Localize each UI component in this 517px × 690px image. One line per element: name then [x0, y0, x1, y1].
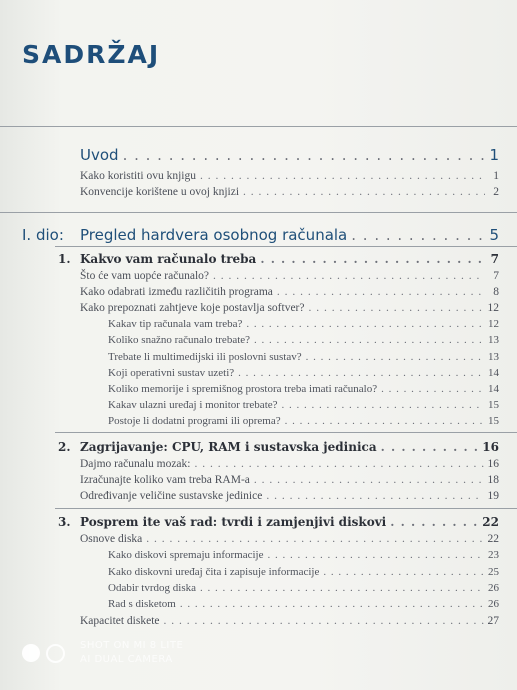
toc-entry-label: Uvod [80, 146, 119, 164]
toc-entry-label: Odabir tvrdog diska [108, 581, 196, 594]
toc-entry-label: Kakav tip računala vam treba? [108, 318, 243, 331]
toc-entry-page: 16 [482, 440, 499, 454]
toc-entry-page: 23 [488, 549, 499, 562]
toc-entry-label: Kako koristiti ovu knjigu [80, 170, 196, 182]
toc-entry-page: 27 [487, 614, 499, 627]
leader-dots [213, 270, 485, 282]
divider [0, 212, 517, 213]
toc-entry-page: 18 [487, 474, 499, 486]
toc-entry-label: Koji operativni sustav uzeti? [108, 366, 235, 379]
toc-entry[interactable] [108, 598, 499, 610]
leader-dots [123, 146, 485, 164]
toc-entry-label: Rad s disketom [108, 598, 176, 611]
toc-entry-page: 26 [488, 581, 499, 594]
leader-dots [351, 226, 485, 244]
leader-dots [277, 286, 485, 298]
leader-dots [180, 598, 484, 610]
leader-dots [254, 334, 484, 346]
toc-entry-label: Zagrijavanje: CPU, RAM i sustavska jedinica [80, 440, 377, 454]
toc-entry-label: Dajmo računalu mozak: [80, 458, 191, 470]
toc-entry[interactable] [80, 270, 499, 282]
toc-chapter[interactable] [58, 252, 499, 266]
toc-entry-label: Trebate li multimedijski ili poslovni sustav? [108, 350, 302, 363]
toc-entry-page: 14 [488, 382, 499, 395]
toc-entry-label: Kako diskovi spremaju informacije [108, 549, 264, 562]
watermark-line: SHOT ON MI 8 LITE [80, 640, 184, 651]
toc-entry[interactable] [108, 334, 499, 346]
toc-entry-page: 1 [493, 170, 499, 182]
toc-entry[interactable] [108, 415, 499, 427]
toc-entry[interactable] [80, 286, 499, 298]
toc-entry-page: 25 [488, 565, 499, 578]
toc-entry-page: 8 [493, 286, 499, 299]
toc-entry-page: 12 [487, 302, 499, 315]
divider [55, 432, 517, 433]
divider [55, 508, 517, 509]
toc-chapter[interactable] [58, 440, 499, 454]
toc-entry-label: Kako diskovni uređaj čita i zapisuje informacije [108, 565, 320, 578]
toc-entry-label: Kakvo vam računalo treba [80, 252, 257, 266]
toc-entry-page: 22 [482, 515, 499, 529]
leader-dots [246, 318, 484, 330]
toc-entry-label: Određivanje veličine sustavske jedinice [80, 490, 263, 502]
toc-entry-label: Kako odabrati između različitih programa [80, 286, 273, 299]
toc-entry-page: 1 [489, 146, 499, 164]
leader-dots [243, 186, 485, 198]
leader-dots [260, 252, 485, 266]
toc-entry-label: Izračunajte koliko vam treba RAM-a [80, 474, 250, 486]
chapter-number: 1. [58, 252, 71, 266]
toc-entry[interactable] [108, 318, 499, 330]
chapter-number: 3. [58, 515, 71, 529]
toc-entry-page: 16 [487, 458, 499, 470]
leader-dots [200, 170, 485, 182]
toc-entry[interactable] [108, 383, 499, 395]
toc-entry[interactable] [80, 302, 499, 314]
toc-entry-label: Osnove diska [80, 533, 143, 545]
toc-entry-label: Što će vam uopće računalo? [80, 270, 209, 282]
toc-entry-label: Konvencije korištene u ovoj knjizi [80, 186, 240, 198]
toc-entry-page: 2 [493, 186, 499, 198]
toc-entry-page: 14 [488, 366, 499, 379]
toc-entry[interactable] [108, 351, 499, 363]
toc-entry-label: Posprem ite vaš rad: tvrdi i zamjenjivi diskovi [80, 515, 387, 529]
toc-entry-page: 15 [488, 414, 499, 427]
leader-dots [308, 302, 483, 314]
watermark-ring-icon [46, 644, 65, 663]
toc-entry-page: 19 [487, 490, 499, 502]
leader-dots [390, 515, 478, 529]
toc-entry-label: Postoje li dodatni programi ili oprema? [108, 414, 281, 427]
leader-dots [200, 582, 484, 594]
leader-dots [254, 474, 484, 486]
toc-entry-page: 13 [488, 334, 499, 347]
toc-entry-label: Pregled hardvera osobnog računala [80, 226, 348, 244]
leader-dots [266, 490, 483, 502]
leader-dots [146, 533, 483, 545]
toc-entry[interactable] [108, 399, 499, 411]
toc-entry-part[interactable] [80, 226, 499, 244]
toc-entry-label: Koliko memorije i spremišnog prostora treba imati računalo? [108, 382, 378, 395]
toc-entry[interactable] [108, 582, 499, 594]
toc-entry[interactable] [80, 615, 499, 627]
toc-entry-page: 7 [490, 252, 499, 266]
toc-entry-page: 13 [488, 350, 499, 363]
divider [55, 246, 517, 247]
toc-chapter[interactable] [58, 515, 499, 529]
leader-dots [381, 383, 484, 395]
leader-dots [238, 367, 484, 379]
toc-entry[interactable] [80, 533, 499, 545]
leader-dots [323, 566, 484, 578]
toc-entry[interactable] [108, 549, 499, 561]
toc-entry-label: Kako prepoznati zahtjeve koje postavlja softver? [80, 302, 305, 315]
chapter-number: 2. [58, 440, 71, 454]
leader-dots [164, 615, 484, 627]
leader-dots [285, 415, 484, 427]
toc-entry-page: 5 [489, 226, 499, 244]
leader-dots [268, 549, 485, 561]
leader-dots [306, 351, 484, 363]
watermark-line: AI DUAL CAMERA [80, 654, 173, 665]
leader-dots [381, 440, 479, 454]
toc-entry-page: 12 [488, 318, 499, 331]
toc-entry[interactable] [80, 170, 499, 182]
toc-entry-page: 22 [487, 533, 499, 545]
toc-entry-label: Kapacitet diskete [80, 614, 160, 627]
toc-entry[interactable] [80, 458, 499, 470]
toc-entry-page: 26 [488, 598, 499, 611]
toc-entry[interactable] [80, 474, 499, 486]
toc-entry[interactable] [80, 186, 499, 198]
divider [0, 126, 517, 127]
toc-entry-uvod[interactable] [80, 146, 499, 164]
toc-entry-label: Kakav ulazni uređaj i monitor trebate? [108, 398, 278, 411]
leader-dots [282, 399, 484, 411]
leader-dots [195, 458, 484, 470]
page-title: SADRŽAJ [22, 40, 161, 69]
toc-entry-page: 15 [488, 398, 499, 411]
toc-entry[interactable] [108, 566, 499, 578]
toc-entry[interactable] [80, 490, 499, 502]
part-number: I. dio: [22, 226, 64, 244]
toc-entry-label: Koliko snažno računalo trebate? [108, 334, 251, 347]
toc-entry[interactable] [108, 367, 499, 379]
watermark-circle-icon [22, 644, 40, 662]
camera-watermark [80, 639, 183, 667]
toc-entry-page: 7 [493, 270, 499, 282]
